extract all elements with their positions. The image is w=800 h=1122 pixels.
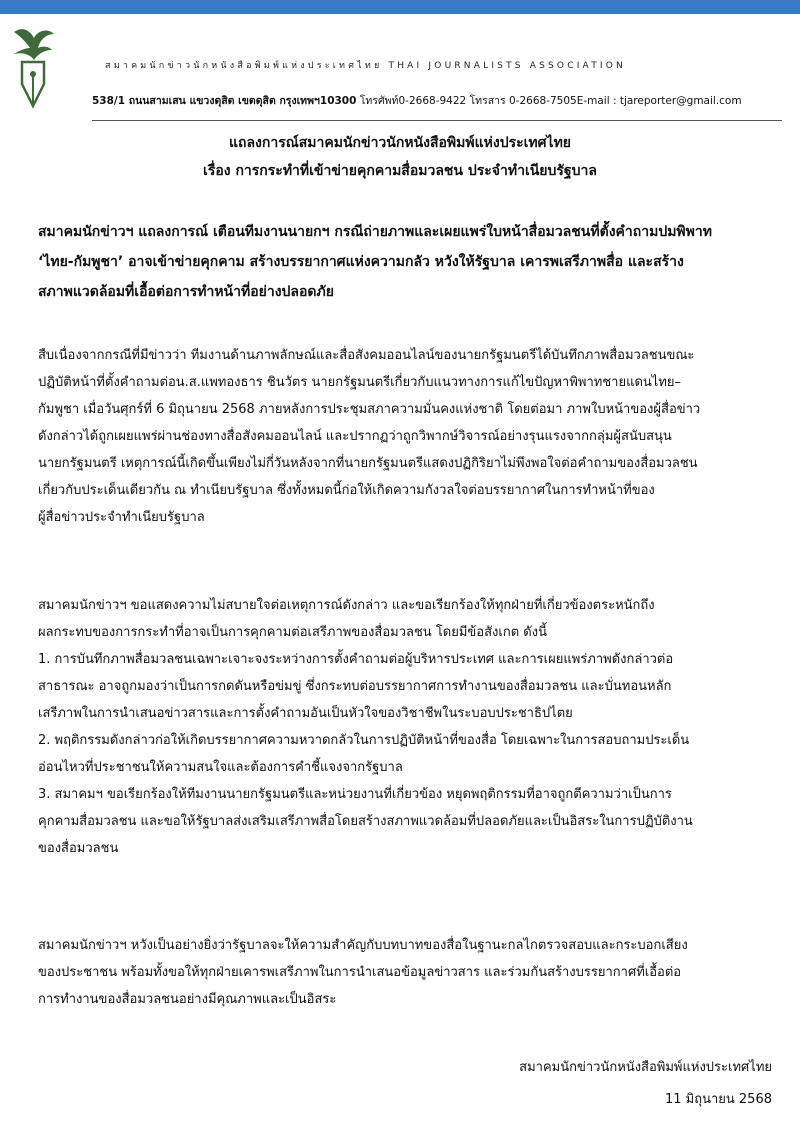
paragraph-line: ของสื่อมวลชน bbox=[38, 841, 119, 856]
paragraph-line: 1. การบันทึกภาพสื่อมวลชนเฉพาะเจาะจงระหว่างการตั้งคำถามต่อผู้บริหารประเทศ และการเผยแพร่ภาพดังกล่าวต่อ bbox=[38, 652, 674, 667]
paragraph-line: อ่อนไหวที่ประชาชนให้ความสนใจและต้องการคำชี้แจงจากรัฐบาล bbox=[38, 760, 403, 775]
lead-line: สภาพแวดล้อมที่เอื้อต่อการทำหน้าที่อย่างปลอดภัย bbox=[38, 284, 334, 300]
observations-paragraph bbox=[38, 592, 768, 862]
paragraph-line: เกี่ยวกับประเด็นเดียวกัน ณ ทำเนียบรัฐบาล ซึ่งทั้งหมดนี้ก่อให้เกิดความกังวลใจต่อบรรยากาศในการทำหน้าที่ของ bbox=[38, 483, 655, 498]
paragraph-line: ผลกระทบของการกระทำที่อาจเป็นการคุกคามต่อเสรีภาพของสื่อมวลชน โดยมีข้อสังเกต ดังนี้ bbox=[38, 625, 547, 640]
paragraph-line: การทำงานของสื่อมวลชนอย่างมีคุณภาพและเป็นอิสระ bbox=[38, 992, 337, 1007]
paragraph-line: ปฏิบัติหน้าที่ตั้งคำถามต่อน.ส.แพทองธาร ชินวัตร นายกรัฐมนตรีเกี่ยวกับแนวทางการแก้ไขปัญหาพิพาทชายแดนไทย– bbox=[38, 375, 682, 390]
lead-line: ‘ไทย-กัมพูชา’ อาจเข้าข่ายคุกคาม สร้างบรรยากาศแห่งความกลัว หวังให้รัฐบาล เคารพเสรีภาพสื่อ และสร้าง bbox=[38, 254, 684, 270]
paragraph-line: 2. พฤติกรรมดังกล่าวก่อให้เกิดบรรยากาศความหวาดกลัวในการปฏิบัติหน้าที่ของสื่อ โดยเฉพาะในการสอบถามประเด็น bbox=[38, 733, 690, 748]
background-paragraph bbox=[38, 342, 768, 531]
paragraph-line: ผู้สื่อข่าวประจำทำเนียบรัฐบาล bbox=[38, 510, 205, 525]
top-accent-bar bbox=[0, 0, 800, 14]
paragraph-line: เสรีภาพในการนำเสนอข่าวสารและการตั้งคำถามอันเป็นหัวใจของวิชาชีพในระบอบประชาธิปไตย bbox=[38, 706, 573, 721]
paragraph-line: 3. สมาคมฯ ขอเรียกร้องให้ทีมงานนายกรัฐมนตรีและหน่วยงานที่เกี่ยวข้อง หยุดพฤติกรรมที่อาจถูกตีความว่าเป็นการ bbox=[38, 787, 672, 802]
statement-title: แถลงการณ์สมาคมนักข่าวนักหนังสือพิมพ์แห่งประเทศไทย bbox=[228, 135, 572, 151]
statement-subject: เรื่อง การกระทำที่เข้าข่ายคุกคามสื่อมวลชน ประจำทำเนียบรัฐบาล bbox=[203, 163, 597, 179]
paragraph-line: ดังกล่าวได้ถูกเผยแพร่ผ่านช่องทางสื่อสังคมออนไลน์ และปรากฏว่าถูกวิพากษ์วิจารณ์อย่างรุนแรงจากกลุ่มผู้สนับสนุน bbox=[38, 429, 672, 444]
org-name-line: สมาคมนักข่าวนักหนังสือพิมพ์แห่งประเทศไทย THAI JOURNALISTS ASSOCIATION bbox=[105, 61, 626, 71]
paragraph-line: สืบเนื่องจากกรณีที่มีข่าวว่า ทีมงานด้านภาพลักษณ์และสื่อสังคมออนไลน์ของนายกรัฐมนตรีได้บันทึกภาพสื่อมวลชนขณะ bbox=[38, 348, 695, 363]
header-divider bbox=[92, 120, 782, 121]
paragraph-line: สมาคมนักข่าวฯ ขอแสดงความไม่สบายใจต่อเหตุการณ์ดังกล่าว และขอเรียกร้องให้ทุกฝ่ายที่เกี่ยวข้องตระหนักถึง bbox=[38, 598, 655, 613]
contact-line bbox=[92, 92, 782, 109]
paragraph-line: สมาคมนักข่าวฯ หวังเป็นอย่างยิ่งว่ารัฐบาลจะให้ความสำคัญกับบทบาทของสื่อในฐานะกลไกตรวจสอบและกระบอกเสียง bbox=[38, 938, 688, 953]
signature-org: สมาคมนักข่าวนักหนังสือพิมพ์แห่งประเทศไทย bbox=[519, 1060, 772, 1075]
association-logo-icon bbox=[8, 24, 58, 114]
lead-paragraph bbox=[38, 217, 768, 307]
paragraph-line: กัมพูชา เมื่อวันศุกร์ที่ 6 มิถุนายน 2568 ภายหลังการประชุมสภาความมั่นคงแห่งชาติ โดยต่อมา ภาพใบหน้าของผู้สื่อข่าว bbox=[38, 402, 701, 417]
phone-fax-email-text: โทรศัพท์0-2668-9422 โทรสาร 0-2668-7505E-mail : tjareporter@gmail.com bbox=[356, 95, 742, 107]
closing-paragraph bbox=[38, 932, 768, 1013]
paragraph-line: คุกคามสื่อมวลชน และขอให้รัฐบาลส่งเสริมเสรีภาพสื่อโดยสร้างสภาพแวดล้อมที่ปลอดภัยและเป็นอิสระในการปฏิบัติงาน bbox=[38, 814, 693, 829]
paragraph-line: นายกรัฐมนตรี เหตุการณ์นี้เกิดขึ้นเพียงไม่กี่วันหลังจากที่นายกรัฐมนตรีแสดงปฏิกิริยาไม่พึงพอใจต่อคำถามของสื่อมวลชน bbox=[38, 456, 698, 471]
signature-date: 11 มิถุนายน 2568 bbox=[664, 1092, 772, 1107]
paragraph-line: ของประชาชน พร้อมทั้งขอให้ทุกฝ่ายเคารพเสรีภาพในการนำเสนอข้อมูลข่าวสาร และร่วมกันสร้างบรรยากาศที่เอื้อต่อ bbox=[38, 965, 682, 980]
lead-line: สมาคมนักข่าวฯ แถลงการณ์ เตือนทีมงานนายกฯ กรณีถ่ายภาพและเผยแพร่ใบหน้าสื่อมวลชนที่ตั้งคำถามปมพิพาท bbox=[38, 224, 712, 240]
address-text: 538/1 ถนนสามเสน แขวงดุสิต เขตดุสิต กรุงเทพฯ10300 bbox=[92, 95, 357, 107]
paragraph-line: สาธารณะ อาจถูกมองว่าเป็นการกดดันหรือข่มขู่ ซึ่งกระทบต่อบรรยากาศการทำงานของสื่อมวลชน และบั่นทอนหลัก bbox=[38, 679, 672, 694]
